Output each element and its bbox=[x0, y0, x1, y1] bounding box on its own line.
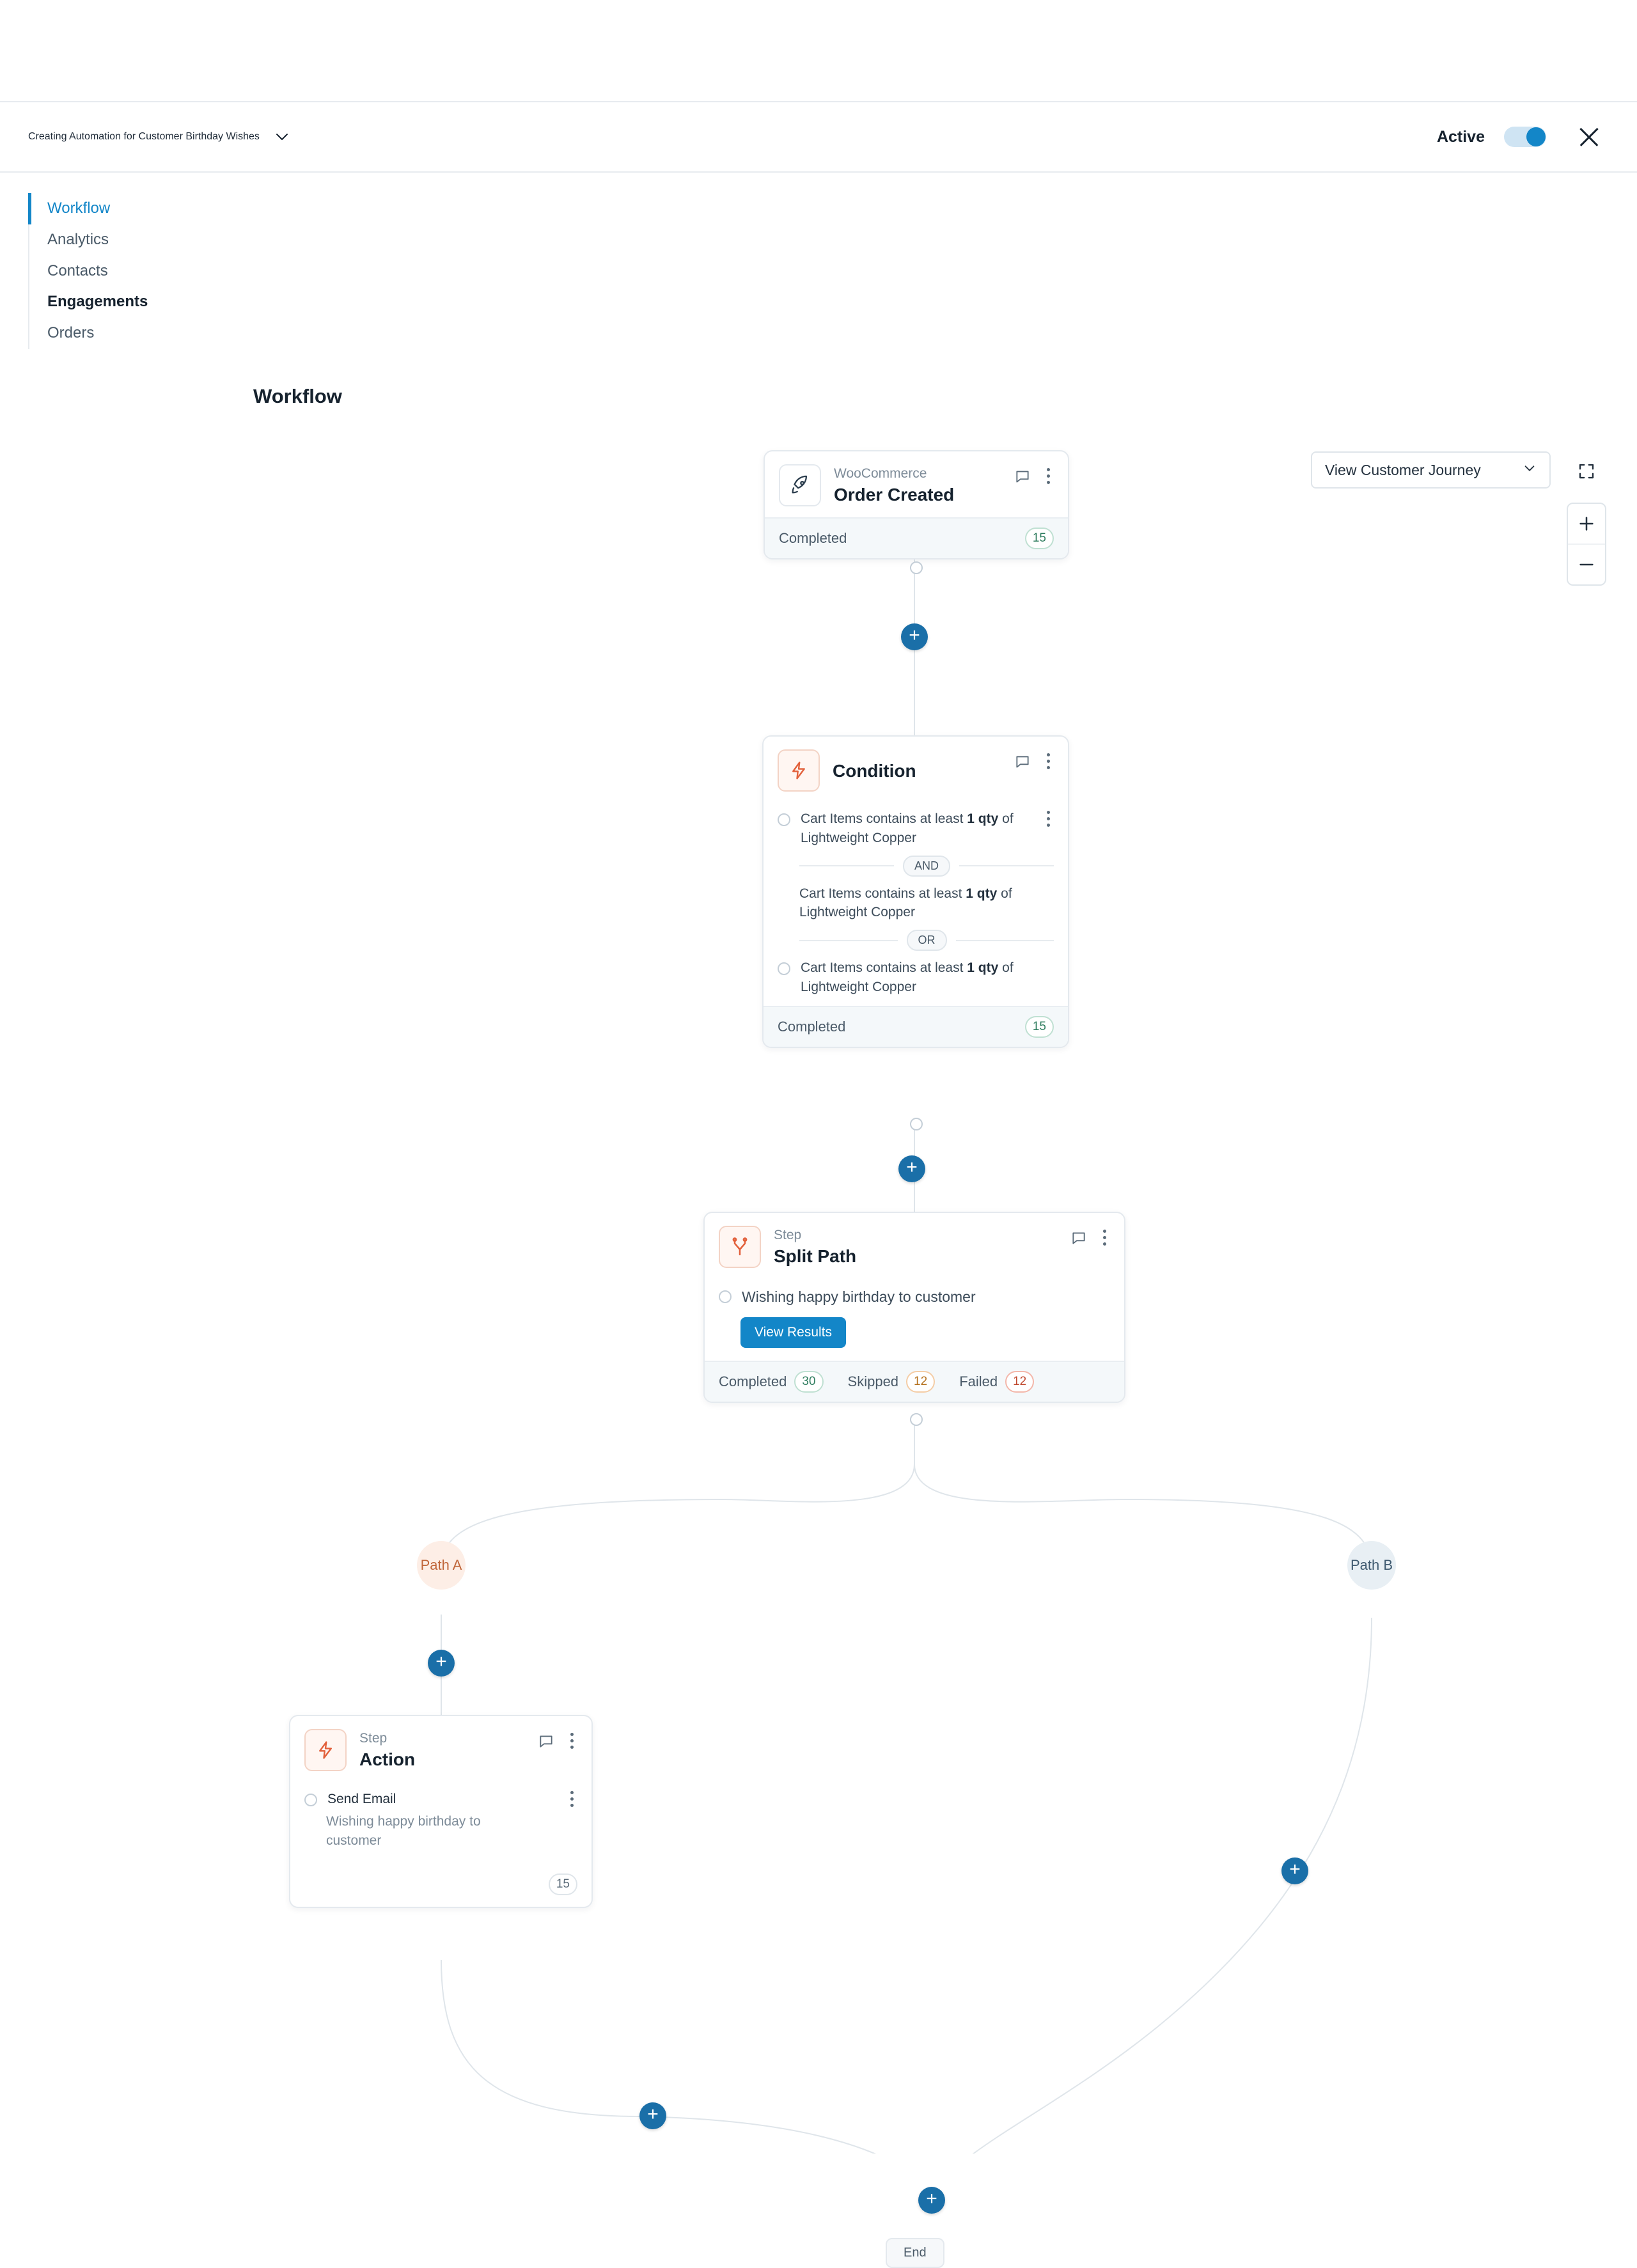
rule-bullet-icon bbox=[778, 962, 790, 975]
rule-bullet-icon bbox=[304, 1794, 317, 1806]
add-step-button-path-a[interactable]: + bbox=[428, 1650, 455, 1677]
condition-rule-3[interactable] bbox=[778, 955, 1054, 1001]
status-badge: 15 bbox=[1025, 1016, 1054, 1038]
add-step-button-path-b[interactable]: + bbox=[1281, 1857, 1308, 1884]
rule-text: Cart Items contains at least 1 qty of Lightweight Copper bbox=[801, 811, 1014, 845]
path-b-label: Path B bbox=[1350, 1557, 1393, 1573]
node-header bbox=[764, 737, 1068, 802]
comment-icon[interactable] bbox=[538, 1733, 554, 1749]
node-title: Split Path bbox=[774, 1246, 857, 1267]
status-completed bbox=[719, 1371, 824, 1393]
active-toggle[interactable] bbox=[1504, 127, 1546, 147]
add-step-button-merge[interactable]: + bbox=[639, 2102, 666, 2129]
node-footer bbox=[765, 517, 1068, 558]
kebab-menu-icon[interactable] bbox=[1099, 1228, 1110, 1247]
sidebar-item-label: Analytics bbox=[47, 230, 109, 248]
node-connector-dot bbox=[910, 1118, 923, 1130]
action-step-row[interactable] bbox=[304, 1786, 577, 1813]
status-label: Skipped bbox=[847, 1373, 899, 1390]
status-badge: 15 bbox=[1025, 528, 1054, 549]
chevron-down-icon[interactable] bbox=[274, 129, 290, 145]
node-footer bbox=[764, 1006, 1068, 1047]
operator-and-row bbox=[778, 852, 1054, 880]
fullscreen-icon[interactable] bbox=[1567, 451, 1606, 491]
divider bbox=[956, 940, 1054, 941]
kebab-menu-icon[interactable] bbox=[1042, 467, 1054, 485]
action-step-title: Send Email bbox=[327, 1791, 396, 1806]
view-results-button[interactable]: View Results bbox=[740, 1317, 846, 1348]
status-badge: 12 bbox=[906, 1371, 935, 1393]
lightning-icon bbox=[304, 1729, 347, 1771]
node-header bbox=[765, 451, 1068, 517]
page-title-text: Creating Automation for Customer Birthday Wishes bbox=[28, 131, 260, 142]
split-rule-text: Wishing happy birthday to customer bbox=[742, 1288, 976, 1305]
kebab-menu-icon[interactable] bbox=[1042, 752, 1054, 770]
comment-icon[interactable] bbox=[1070, 1230, 1087, 1246]
chevron-down-icon bbox=[1523, 461, 1537, 479]
split-path-icon bbox=[719, 1226, 761, 1268]
workflow-node-trigger[interactable] bbox=[764, 450, 1069, 559]
node-kicker: WooCommerce bbox=[834, 466, 927, 481]
rule-bullet-icon bbox=[719, 1290, 732, 1303]
page-title bbox=[28, 129, 290, 145]
active-label: Active bbox=[1436, 127, 1485, 146]
end-node[interactable] bbox=[886, 2238, 944, 2268]
status-label: Completed bbox=[778, 1018, 846, 1035]
operator-or-row bbox=[778, 926, 1054, 955]
status-label: Completed bbox=[779, 529, 847, 546]
status-badge: 15 bbox=[549, 1873, 577, 1895]
kebab-menu-icon[interactable] bbox=[566, 1732, 577, 1750]
split-rule[interactable] bbox=[719, 1283, 1110, 1311]
window-top-strip bbox=[0, 0, 1637, 101]
node-title: Order Created bbox=[834, 485, 955, 505]
end-label: End bbox=[904, 2246, 927, 2260]
view-customer-journey-select[interactable] bbox=[1311, 451, 1551, 489]
sidebar-item-label: Contacts bbox=[47, 262, 108, 279]
lightning-icon bbox=[778, 749, 820, 792]
node-connector-dot bbox=[910, 561, 923, 574]
action-footer bbox=[290, 1857, 591, 1907]
node-title: Condition bbox=[833, 761, 916, 781]
node-kicker: Step bbox=[774, 1228, 802, 1242]
status-badge: 12 bbox=[1005, 1371, 1034, 1393]
rule-bullet-icon bbox=[778, 813, 790, 826]
sidebar-item-label: Engagements bbox=[47, 293, 148, 311]
zoom-out-button[interactable] bbox=[1568, 544, 1605, 584]
condition-rule-1[interactable] bbox=[778, 806, 1054, 852]
node-connector-dot bbox=[910, 1413, 923, 1426]
comment-icon[interactable] bbox=[1014, 753, 1031, 770]
operator-chip-or[interactable]: OR bbox=[907, 930, 947, 951]
divider bbox=[799, 940, 898, 941]
workflow-node-condition[interactable] bbox=[762, 735, 1069, 1048]
sidebar-item-label: Workflow bbox=[47, 199, 111, 217]
add-step-button[interactable]: + bbox=[901, 623, 928, 650]
add-step-button[interactable]: + bbox=[898, 1155, 925, 1182]
toggle-knob bbox=[1526, 127, 1546, 146]
node-footer bbox=[705, 1361, 1124, 1402]
status-completed bbox=[779, 530, 847, 547]
operator-chip-and[interactable]: AND bbox=[903, 856, 950, 877]
condition-rules bbox=[764, 802, 1068, 1006]
add-step-button-end[interactable]: + bbox=[918, 2187, 945, 2214]
path-a-bubble[interactable] bbox=[417, 1541, 466, 1590]
rocket-icon bbox=[779, 464, 821, 506]
journey-select-value: View Customer Journey bbox=[1325, 461, 1481, 478]
divider bbox=[959, 865, 1054, 866]
zoom-in-button[interactable] bbox=[1568, 504, 1605, 544]
status-skipped bbox=[848, 1371, 936, 1393]
close-icon[interactable] bbox=[1577, 125, 1601, 149]
node-header bbox=[705, 1213, 1124, 1279]
node-title: Action bbox=[359, 1749, 416, 1770]
action-step-subtitle: Wishing happy birthday to customer bbox=[326, 1814, 481, 1849]
path-a-label: Path A bbox=[420, 1557, 462, 1573]
zoom-controls[interactable] bbox=[1567, 503, 1606, 586]
action-body bbox=[290, 1782, 591, 1857]
workflow-canvas[interactable] bbox=[0, 173, 1637, 2260]
status-label: Failed bbox=[959, 1373, 998, 1390]
divider bbox=[799, 865, 894, 866]
sidebar-item-label: Orders bbox=[47, 324, 95, 342]
kebab-menu-icon[interactable] bbox=[1042, 809, 1054, 828]
condition-rule-2[interactable]: Cart Items contains at least 1 qty of Lightweight Copper bbox=[799, 886, 1012, 920]
path-b-bubble[interactable] bbox=[1347, 1541, 1396, 1590]
canvas-heading: Workflow bbox=[253, 385, 342, 407]
split-body bbox=[705, 1279, 1124, 1361]
workflow-node-action[interactable] bbox=[289, 1715, 593, 1908]
node-header bbox=[290, 1716, 591, 1782]
rule-text: Cart Items contains at least 1 qty of Lightweight Copper bbox=[801, 960, 1014, 995]
status-completed bbox=[778, 1019, 845, 1035]
workflow-node-split-path[interactable] bbox=[703, 1212, 1125, 1403]
status-label: Completed bbox=[719, 1373, 787, 1390]
status-badge: 30 bbox=[794, 1371, 823, 1393]
status-failed bbox=[959, 1371, 1034, 1393]
kebab-menu-icon[interactable] bbox=[566, 1790, 577, 1808]
app-header bbox=[0, 101, 1637, 173]
node-kicker: Step bbox=[359, 1731, 388, 1746]
comment-icon[interactable] bbox=[1014, 468, 1031, 485]
